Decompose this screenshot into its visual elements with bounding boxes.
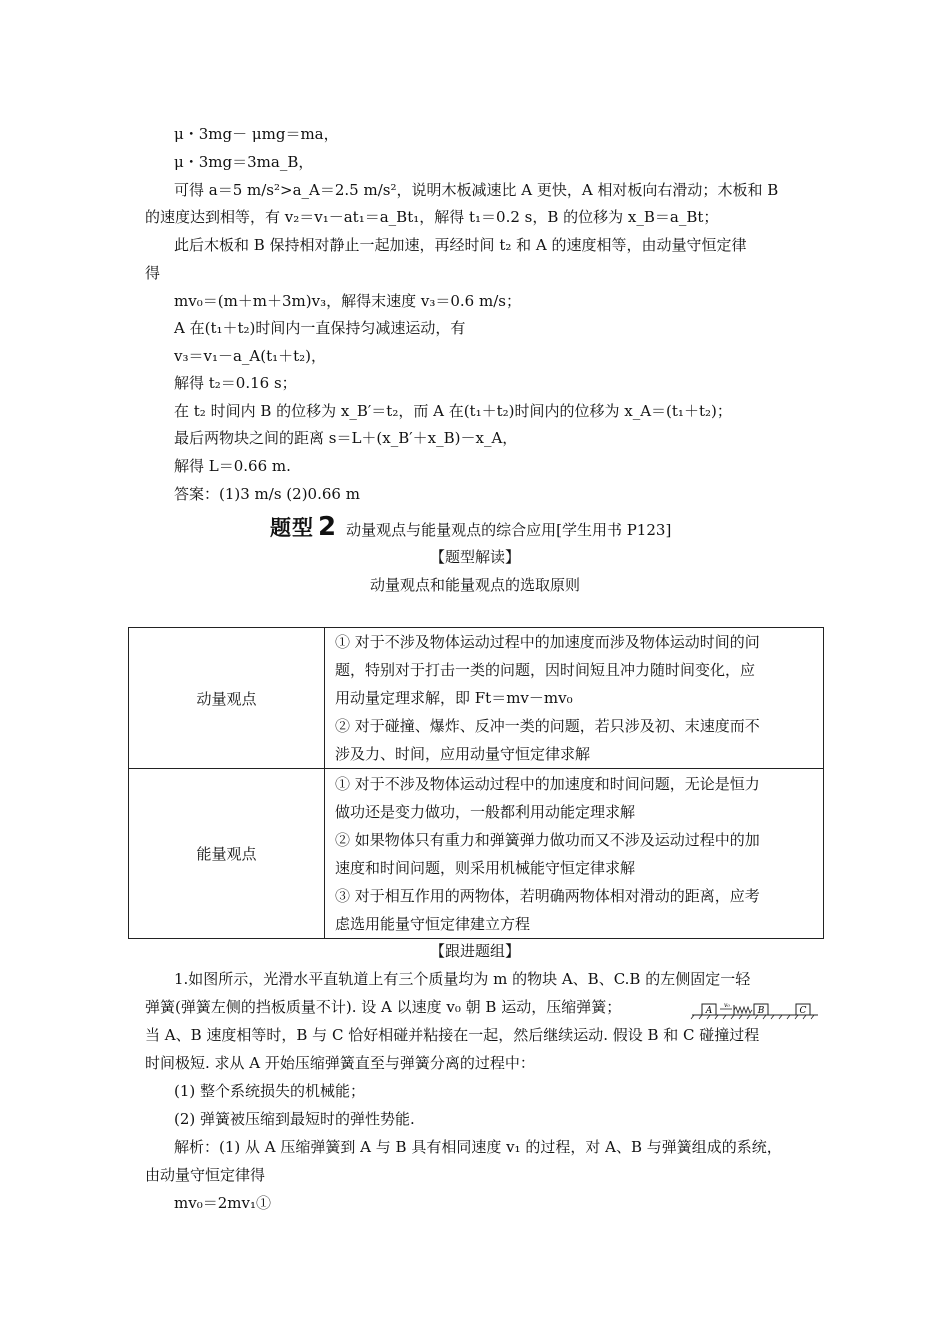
problem-line-2: 弹簧(弹簧左侧的挡板质量不计). 设 A 以速度 v₀ 朝 B 运动，压缩弹簧；	[145, 998, 622, 1016]
row-text: ③ 对于相互作用的两物体，若明确两物体相对滑动的距离，应考	[335, 886, 760, 905]
block-c-label: C	[799, 1006, 807, 1016]
section-heading	[270, 512, 671, 542]
question-2: (2) 弹簧被压缩到最短时的弹性势能.	[174, 1110, 415, 1128]
text-line-13: 解得 L＝0.66 m.	[174, 457, 291, 475]
answer-line: 答案：(1)3 m/s (2)0.66 m	[174, 485, 360, 503]
follow-heading: 【跟进题组】	[429, 942, 520, 960]
blocks-spring-diagram	[690, 1000, 820, 1020]
equation-line-9: v₃＝v₁－a_A(t₁＋t₂)，	[174, 347, 327, 365]
row-text: ② 如果物体只有重力和弹簧弹力做功而又不涉及运动过程中的加	[335, 830, 760, 849]
row-content	[325, 628, 824, 769]
row-content	[325, 769, 824, 939]
table-row	[129, 628, 824, 769]
row-text: 虑选用能量守恒定律建立方程	[335, 914, 531, 933]
row-text: ① 对于不涉及物体运动过程中的加速度和时间问题，无论是恒力	[335, 774, 760, 793]
principles-table	[128, 627, 824, 939]
subheading: 【题型解读】	[429, 548, 520, 566]
row-text: 做功还是变力做功，一般都利用动能定理求解	[335, 802, 636, 821]
text-line-5: 此后木板和 B 保持相对静止一起加速，再经时间 t₂ 和 A 的速度相等，由动量守恒定律	[174, 236, 747, 254]
equation-line-1: μ・3mg－ μmg＝ma，	[174, 125, 339, 143]
problem-line-4: 时间极短. 求从 A 开始压缩弹簧直至与弹簧分离的过程中：	[145, 1054, 535, 1072]
row-label: 动量观点	[129, 628, 325, 769]
section-number: 2	[318, 512, 337, 542]
row-text: 题，特别对于打击一类的问题，因时间短且冲力随时间变化，应	[335, 661, 756, 679]
text-line-6: 得	[145, 264, 161, 282]
row-text: 速度和时间问题，则采用机械能守恒定律求解	[335, 858, 636, 877]
spring-icon	[734, 1007, 752, 1013]
row-text: 涉及力、时间，应用动量守恒定律求解	[335, 745, 591, 763]
text-line-12: 最后两物块之间的距离 s＝L＋(x_B′＋x_B)－x_A，	[174, 429, 518, 447]
text-line-3: 可得 a＝5 m/s²>a_A＝2.5 m/s²，说明木板减速比 A 更快，A 相对板向右滑动；木板和 B	[174, 181, 779, 199]
section-label: 题型	[270, 516, 314, 540]
table-row	[129, 769, 824, 939]
table-caption: 动量观点和能量观点的选取原则	[369, 576, 580, 594]
equation-line: mv₀＝2mv₁①	[174, 1194, 271, 1212]
equation-line-7: mv₀＝(m＋m＋3m)v₃，解得末速度 v₃＝0.6 m/s；	[174, 292, 521, 310]
row-text: ② 对于碰撞、爆炸、反冲一类的问题，若只涉及初、末速度而不	[335, 717, 760, 735]
row-text: ① 对于不涉及物体运动过程中的加速度而涉及物体运动时间的问	[335, 633, 760, 651]
row-text: 用动量定理求解，即 Ft＝mv－mv₀	[335, 689, 573, 707]
problem-line-1: 1.如图所示，光滑水平直轨道上有三个质量均为 m 的物块 A、B、C.B 的左侧固定一轻	[174, 970, 751, 988]
velocity-label: v₀	[724, 1002, 730, 1009]
solution-line-2: 由动量守恒定律得	[145, 1166, 266, 1184]
block-a-label: A	[705, 1006, 713, 1016]
text-line-10: 解得 t₂＝0.16 s；	[174, 374, 297, 392]
question-1: (1) 整个系统损失的机械能；	[174, 1082, 366, 1100]
text-line-8: A 在(t₁＋t₂)时间内一直保持匀减速运动，有	[174, 319, 466, 337]
section-title: 动量观点与能量观点的综合应用[学生用书 P123]	[346, 521, 672, 539]
text-line-11: 在 t₂ 时间内 B 的位移为 x_B′＝t₂，而 A 在(t₁＋t₂)时间内的位移为 x_A＝(t₁＋t₂)；	[174, 402, 732, 420]
row-label: 能量观点	[129, 769, 325, 939]
problem-line-3: 当 A、B 速度相等时，B 与 C 恰好相碰并粘接在一起，然后继续运动. 假设 B 和 C 碰撞过程	[145, 1026, 760, 1044]
solution-line-1: 解析：(1) 从 A 压缩弹簧到 A 与 B 具有相同速度 v₁ 的过程，对 A、B 与弹簧组成的系统，	[174, 1138, 782, 1156]
text-line-4: 的速度达到相等，有 v₂＝v₁－at₁＝a_Bt₁，解得 t₁＝0.2 s，B 的位移为 x_B＝a_Bt；	[145, 208, 719, 226]
block-b-label: B	[757, 1006, 765, 1016]
equation-line-2: μ・3mg＝3ma_B，	[174, 153, 314, 171]
